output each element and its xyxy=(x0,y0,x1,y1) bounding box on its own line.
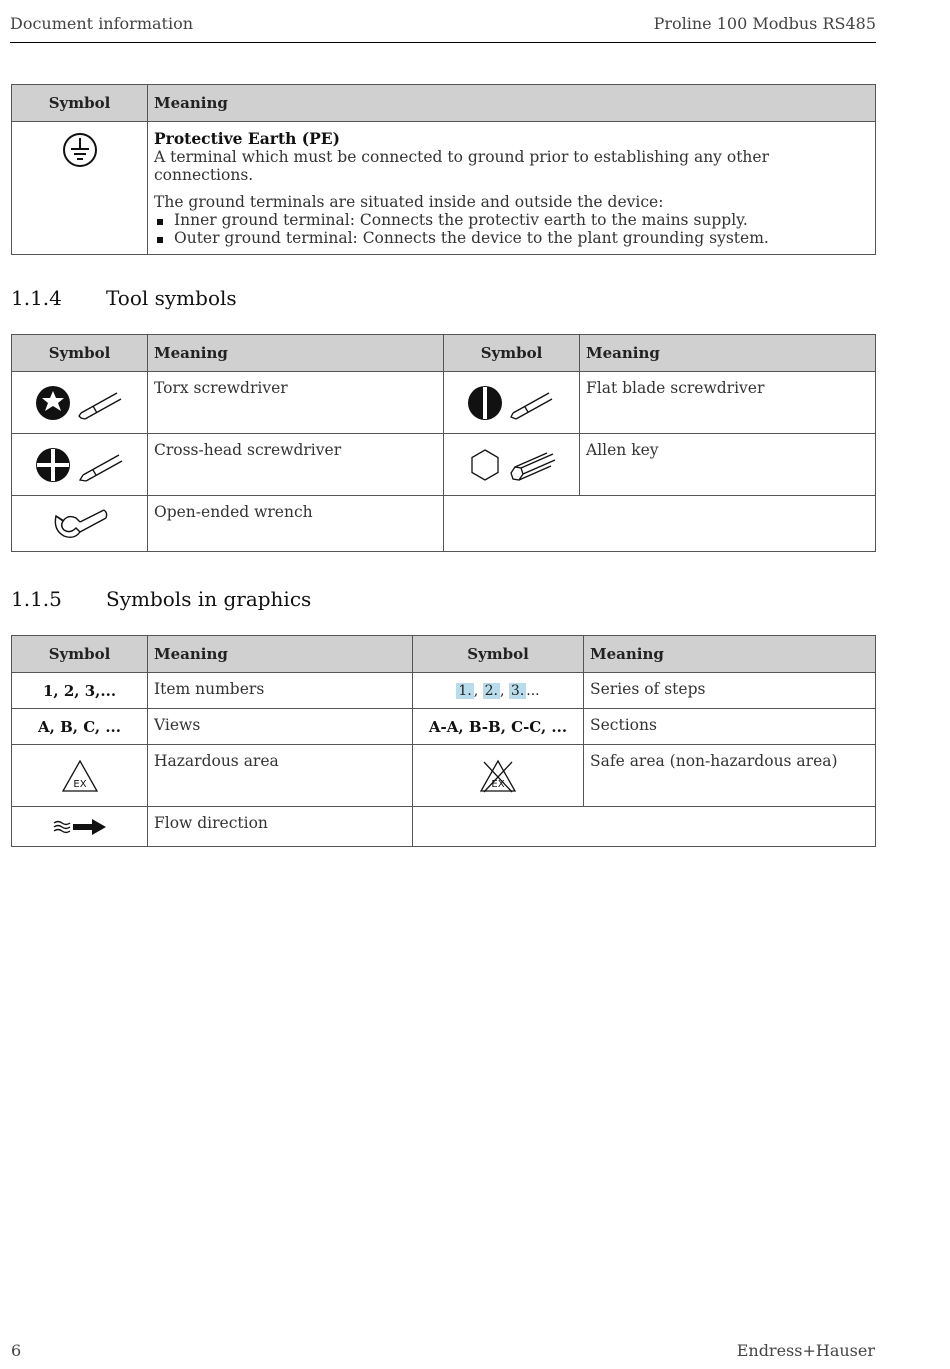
graphics-symbols-title: Symbols in graphics xyxy=(106,587,312,611)
torx-screwdriver-icon xyxy=(35,383,125,423)
pe-description: A terminal which must be connected to ground prior to establishing any other connections. xyxy=(154,148,769,184)
tool-meaning-allen-key: Allen key xyxy=(580,434,876,496)
footer-brand: Endress+Hauser xyxy=(736,1341,875,1360)
hazardous-area-label: EX xyxy=(72,778,87,790)
pe-ground-terminals-intro: The ground terminals are situated inside and outside the device: xyxy=(154,193,664,211)
protective-earth-icon xyxy=(62,132,98,168)
tool-col-meaning-1: Meaning xyxy=(148,335,444,372)
graphics-col-symbol-1: Symbol xyxy=(12,636,148,673)
pe-bullet-inner: Inner ground terminal: Connects the protectiv earth to the mains supply. xyxy=(154,211,869,229)
steps-separator-2: , xyxy=(500,682,509,699)
sections-symbol: A-A, B-B, C-C, ... xyxy=(428,717,568,736)
tool-empty-cell xyxy=(444,496,876,552)
tool-symbols-title: Tool symbols xyxy=(106,286,237,310)
steps-meaning: Series of steps xyxy=(584,673,876,709)
step-3-marker: 3. xyxy=(510,682,525,699)
graphics-symbols-heading xyxy=(11,587,311,611)
item-numbers-meaning: Item numbers xyxy=(148,673,413,709)
pe-table xyxy=(11,84,876,255)
views-symbol: A, B, C, ... xyxy=(38,717,121,736)
graphics-empty-cell xyxy=(413,807,876,847)
tool-meaning-cross-head: Cross-head screwdriver xyxy=(148,434,444,496)
flow-direction-icon xyxy=(52,817,108,837)
flat-blade-screwdriver-icon xyxy=(467,383,557,423)
item-numbers-symbol: 1, 2, 3,... xyxy=(42,681,117,700)
graphics-col-symbol-2: Symbol xyxy=(413,636,584,673)
tool-symbols-number: 1.1.4 xyxy=(11,286,62,310)
views-meaning: Views xyxy=(148,709,413,745)
graphics-col-meaning-2: Meaning xyxy=(584,636,876,673)
hazardous-area-meaning: Hazardous area xyxy=(148,745,413,807)
safe-area-meaning: Safe area (non-hazardous area) xyxy=(584,745,876,807)
flow-direction-meaning: Flow direction xyxy=(148,807,413,847)
steps-symbol xyxy=(456,683,539,699)
page-header xyxy=(10,12,876,43)
sections-meaning: Sections xyxy=(584,709,876,745)
safe-area-icon xyxy=(478,758,518,794)
tool-col-meaning-2: Meaning xyxy=(580,335,876,372)
hazardous-area-icon xyxy=(60,758,100,794)
open-ended-wrench-icon xyxy=(50,504,110,544)
pe-bullet-outer: Outer ground terminal: Connects the device to the plant grounding system. xyxy=(154,229,869,247)
graphics-symbols-table xyxy=(11,635,876,847)
pe-col-symbol: Symbol xyxy=(12,85,148,122)
header-product-name: Proline 100 Modbus RS485 xyxy=(653,14,876,33)
tool-meaning-torx: Torx screwdriver xyxy=(148,372,444,434)
header-section-title: Document information xyxy=(10,14,194,33)
graphics-symbols-number: 1.1.5 xyxy=(11,587,62,611)
cross-head-screwdriver-icon xyxy=(35,445,125,485)
tool-meaning-flat-blade: Flat blade screwdriver xyxy=(580,372,876,434)
tool-col-symbol-2: Symbol xyxy=(444,335,580,372)
tool-symbols-heading xyxy=(11,286,237,310)
tool-col-symbol-1: Symbol xyxy=(12,335,148,372)
pe-col-meaning: Meaning xyxy=(148,85,876,122)
step-1-marker: 1. xyxy=(458,682,472,699)
steps-separator-1: , xyxy=(473,682,483,699)
step-2-marker: 2. xyxy=(484,682,498,699)
allen-key-icon xyxy=(467,445,557,485)
steps-ellipsis: ... xyxy=(526,682,540,699)
tool-symbols-table xyxy=(11,334,876,552)
graphics-col-meaning-1: Meaning xyxy=(148,636,413,673)
tool-meaning-wrench: Open-ended wrench xyxy=(148,496,444,552)
page-number: 6 xyxy=(11,1341,22,1360)
safe-area-label: EX xyxy=(491,778,505,790)
pe-title: Protective Earth (PE) xyxy=(154,129,340,148)
